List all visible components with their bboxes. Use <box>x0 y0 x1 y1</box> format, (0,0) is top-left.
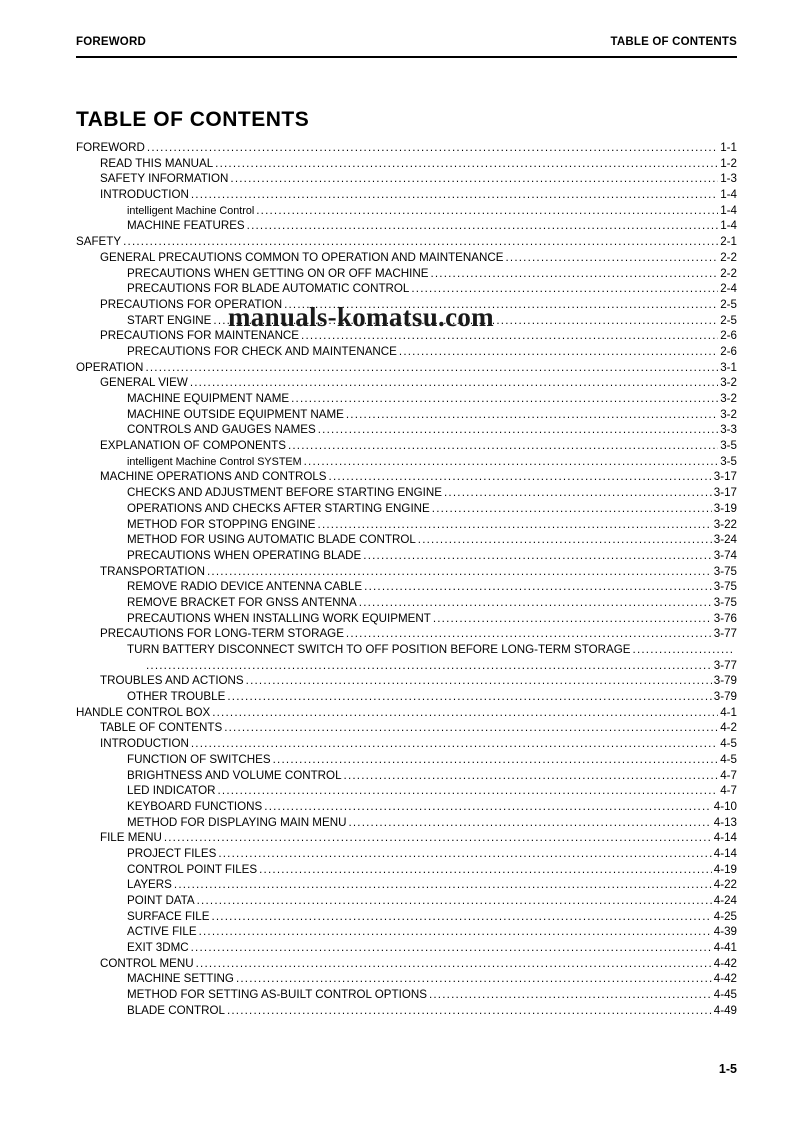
toc-entry-page: 3-75 <box>713 580 737 594</box>
toc-entry-label: REMOVE BRACKET FOR GNSS ANTENNA <box>127 595 357 609</box>
toc-entry-page: 3-17 <box>713 486 737 500</box>
toc-dot-leader <box>212 705 718 721</box>
toc-entry <box>76 611 737 627</box>
toc-entry-label: PRECAUTIONS WHEN INSTALLING WORK EQUIPMENT <box>127 611 431 625</box>
toc-entry-label: OPERATIONS AND CHECKS AFTER STARTING ENGINE <box>127 501 430 515</box>
toc-entry <box>76 768 737 784</box>
toc-entry-page: 2-6 <box>720 329 737 343</box>
toc-dot-leader <box>344 768 719 784</box>
toc-entry-page: 1-1 <box>720 141 737 154</box>
toc-dot-leader <box>191 187 718 203</box>
toc-dot-leader <box>264 799 712 815</box>
toc-entry-page: 3-5 <box>720 454 737 468</box>
toc-entry-page: 3-2 <box>720 407 737 421</box>
toc-dot-leader <box>429 987 712 1003</box>
toc-entry-label: SAFETY INFORMATION <box>100 172 229 186</box>
toc-entry <box>76 705 737 721</box>
toc-dot-leader <box>197 893 712 909</box>
toc-dot-leader <box>329 469 712 485</box>
toc-entry-page: 1-4 <box>720 203 737 217</box>
toc-entry <box>76 391 737 407</box>
page-title: TABLE OF CONTENTS <box>76 108 310 131</box>
toc-entry-label: EXIT 3DMC <box>127 941 189 955</box>
toc-entry-label: METHOD FOR DISPLAYING MAIN MENU <box>127 815 347 829</box>
toc-entry <box>76 548 737 564</box>
toc-dot-leader <box>217 783 718 799</box>
toc-entry-label: PRECAUTIONS FOR LONG-TERM STORAGE <box>100 627 344 641</box>
toc-dot-leader <box>348 815 711 831</box>
toc-dot-leader <box>174 877 712 893</box>
toc-entry-page: 1-2 <box>720 156 737 170</box>
toc-entry-page: 3-17 <box>713 470 737 484</box>
toc-entry <box>76 140 737 156</box>
toc-entry-label: FILE MENU <box>100 831 162 845</box>
toc-entry <box>76 266 737 282</box>
toc-entry <box>76 375 737 391</box>
toc-entry-page: 3-3 <box>720 423 737 437</box>
toc-entry-page: 3-75 <box>713 564 737 578</box>
toc-dot-leader <box>145 360 718 376</box>
toc-entry-page: 3-79 <box>713 690 737 704</box>
page-header <box>76 36 737 58</box>
toc-entry <box>76 501 737 517</box>
toc-dot-leader <box>256 203 718 219</box>
toc-entry <box>76 532 737 548</box>
toc-entry-page: 4-5 <box>720 752 737 766</box>
toc-entry <box>76 422 737 438</box>
toc-entry <box>76 987 737 1003</box>
toc-entry <box>76 469 737 485</box>
toc-entry-label: TRANSPORTATION <box>100 564 205 578</box>
toc-entry-page: 4-7 <box>720 768 737 782</box>
toc-dot-leader <box>224 720 718 736</box>
toc-entry-page: 3-79 <box>713 674 737 688</box>
toc-entry-page: 4-19 <box>713 862 737 876</box>
toc-dot-leader <box>291 391 718 407</box>
toc-dot-leader <box>147 140 718 156</box>
toc-dot-leader <box>247 218 719 234</box>
toc-entry-label: SURFACE FILE <box>127 909 210 923</box>
toc-dot-leader <box>211 909 711 925</box>
toc-entry <box>76 564 737 580</box>
toc-entry-page: 3-19 <box>713 501 737 515</box>
toc-entry <box>76 595 737 611</box>
toc-entry-page: 4-25 <box>713 909 737 923</box>
toc-entry-page: 4-14 <box>713 831 737 845</box>
toc-entry-page: 3-75 <box>713 595 737 609</box>
toc-entry <box>76 877 737 893</box>
toc-entry <box>76 956 737 972</box>
toc-dot-leader <box>399 344 718 360</box>
toc-entry-label: MACHINE SETTING <box>127 972 234 986</box>
toc-entry-label: HANDLE CONTROL BOX <box>76 705 211 719</box>
toc-dot-leader <box>246 673 712 689</box>
toc-entry <box>76 1003 737 1019</box>
toc-entry <box>76 642 737 658</box>
toc-entry-page: 4-42 <box>713 956 737 970</box>
toc-entry-page: 4-24 <box>713 894 737 907</box>
toc-entry-page: 1-3 <box>720 172 737 186</box>
toc-entry-page: 2-1 <box>720 235 737 249</box>
toc-entry-page: 3-2 <box>720 392 737 405</box>
toc-entry-label: CHECKS AND ADJUSTMENT BEFORE STARTING ENGINE <box>127 486 443 500</box>
toc-entry-label: FOREWORD <box>76 141 145 154</box>
toc-entry-page: 4-2 <box>720 721 737 735</box>
toc-entry-label: intelligent Machine Control <box>127 204 255 217</box>
toc-dot-leader <box>359 595 712 611</box>
toc-entry-label: READ THIS MANUAL <box>100 156 214 170</box>
toc-entry-label: START ENGINE <box>127 313 212 327</box>
toc-entry <box>76 485 737 501</box>
toc-entry-label: LED INDICATOR <box>127 784 216 798</box>
toc-dot-leader <box>505 250 718 266</box>
toc-dot-leader <box>207 564 712 580</box>
toc-dot-leader <box>259 862 712 878</box>
toc-entry-page: 3-76 <box>713 611 737 625</box>
toc-entry-page: 3-22 <box>713 517 737 531</box>
toc-entry-page: 4-45 <box>713 988 737 1002</box>
toc-dot-leader <box>633 642 735 658</box>
toc-entry-label: BLADE CONTROL <box>127 1003 225 1017</box>
toc-dot-leader <box>218 846 711 862</box>
toc-entry-page: 2-5 <box>720 313 737 327</box>
toc-entry <box>76 218 737 234</box>
toc-entry-label: GENERAL VIEW <box>100 376 188 390</box>
toc-entry-page: 3-77 <box>713 627 737 641</box>
watermark: manuals-komatsu.com <box>228 302 494 332</box>
toc-dot-leader <box>418 532 712 548</box>
toc-entry-label: BRIGHTNESS AND VOLUME CONTROL <box>127 768 342 782</box>
toc-entry <box>76 940 737 956</box>
toc-dot-leader <box>191 940 712 956</box>
toc-entry-label: PRECAUTIONS FOR BLADE AUTOMATIC CONTROL <box>127 282 410 296</box>
toc-entry-page: 4-10 <box>713 799 737 813</box>
toc-entry-page: 4-7 <box>720 784 737 798</box>
toc-entry-page: 1-4 <box>720 219 737 233</box>
toc-dot-leader <box>146 658 712 674</box>
toc-entry <box>76 407 737 423</box>
toc-entry-label: intelligent Machine Control SYSTEM <box>127 455 302 468</box>
toc-entry-label: METHOD FOR STOPPING ENGINE <box>127 517 316 531</box>
toc-entry-page: 4-42 <box>713 972 737 986</box>
toc-dot-leader <box>164 830 712 846</box>
toc-dot-leader <box>230 171 718 187</box>
toc-entry <box>76 971 737 987</box>
header-right-label: TABLE OF CONTENTS <box>610 36 737 48</box>
toc-dot-leader <box>364 579 712 595</box>
toc-entry <box>76 893 737 909</box>
toc-entry-label: CONTROLS AND GAUGES NAMES <box>127 423 316 437</box>
toc-entry-label: OTHER TROUBLE <box>127 690 226 704</box>
toc-entry-label: INTRODUCTION <box>100 737 189 751</box>
toc-entry <box>76 799 737 815</box>
toc-entry-page: 4-5 <box>720 737 737 751</box>
toc-entry-page: 3-24 <box>713 533 737 547</box>
toc-dot-leader <box>227 689 711 705</box>
toc-entry-page: 1-4 <box>720 188 737 202</box>
toc-entry <box>76 752 737 768</box>
toc-entry-label: INTRODUCTION <box>100 188 189 202</box>
toc-entry <box>76 438 737 454</box>
toc-entry-label: PRECAUTIONS FOR MAINTENANCE <box>100 329 300 343</box>
toc-entry <box>76 234 737 250</box>
toc-entry <box>76 454 737 470</box>
toc-entry <box>76 673 737 689</box>
toc-entry-page: 3-77 <box>713 658 737 672</box>
toc-entry-page: 4-13 <box>713 815 737 829</box>
toc-entry-label: MACHINE OUTSIDE EQUIPMENT NAME <box>127 407 344 421</box>
toc-entry <box>76 736 737 752</box>
header-left-label: FOREWORD <box>76 36 146 48</box>
toc-entry <box>76 360 737 376</box>
footer-page-number: 1-5 <box>718 1062 737 1076</box>
toc-entry <box>76 846 737 862</box>
toc-entry-label: PRECAUTIONS WHEN OPERATING BLADE <box>127 548 362 562</box>
toc-dot-leader <box>190 375 718 391</box>
toc-dot-leader <box>199 924 712 940</box>
toc-entry-page: 4-14 <box>713 846 737 860</box>
toc-entry-label: TROUBLES AND ACTIONS <box>100 674 244 688</box>
toc-entry-label: SAFETY <box>76 235 122 249</box>
toc-dot-leader <box>430 266 718 282</box>
toc-entry-page: 4-1 <box>720 705 737 719</box>
toc-entry-label: PRECAUTIONS FOR OPERATION <box>100 297 283 311</box>
toc-entry-label: PRECAUTIONS FOR CHECK AND MAINTENANCE <box>127 344 397 358</box>
toc-entry-label: KEYBOARD FUNCTIONS <box>127 799 263 813</box>
toc-dot-leader <box>304 454 719 470</box>
toc-entry-label: MACHINE OPERATIONS AND CONTROLS <box>100 470 327 484</box>
toc-dot-leader <box>236 971 712 987</box>
toc-entry <box>76 517 737 533</box>
toc-entry-label: CONTROL POINT FILES <box>127 862 258 876</box>
toc-entry-page: 4-22 <box>713 878 737 892</box>
toc-dot-leader <box>196 956 712 972</box>
toc-entry <box>76 862 737 878</box>
toc-entry <box>76 156 737 172</box>
toc-entry <box>76 830 737 846</box>
toc-entry <box>76 783 737 799</box>
toc-entry-page: 2-2 <box>720 266 737 280</box>
toc-entry-label: ACTIVE FILE <box>127 925 197 939</box>
toc-entry-label: MACHINE EQUIPMENT NAME <box>127 392 290 405</box>
toc-entry-page: 3-1 <box>720 360 737 374</box>
toc-dot-leader <box>227 1003 712 1019</box>
toc-entry-label: FUNCTION OF SWITCHES <box>127 752 271 766</box>
toc-entry <box>76 815 737 831</box>
toc-dot-leader <box>411 281 718 297</box>
toc-dot-leader <box>273 752 719 768</box>
toc-entry-label: MACHINE FEATURES <box>127 219 245 233</box>
toc-dot-leader <box>123 234 718 250</box>
toc-entry <box>76 250 737 266</box>
toc-dot-leader <box>346 626 712 642</box>
toc-entry-label: OPERATION <box>76 360 144 374</box>
toc-dot-leader <box>191 736 718 752</box>
toc-dot-leader <box>444 485 712 501</box>
toc-entry-page: 2-6 <box>720 344 737 358</box>
toc-entry <box>76 909 737 925</box>
toc-entry-label: METHOD FOR SETTING AS-BUILT CONTROL OPTIONS <box>127 988 427 1002</box>
toc-entry-page: 3-5 <box>720 439 737 453</box>
toc-entry-label: METHOD FOR USING AUTOMATIC BLADE CONTROL <box>127 533 416 547</box>
toc-entry-label: GENERAL PRECAUTIONS COMMON TO OPERATION AND MAINTENANCE <box>100 250 504 264</box>
toc-entry-page: 4-39 <box>713 925 737 939</box>
toc-entry-page: 3-2 <box>720 376 737 390</box>
toc-entry <box>76 203 737 219</box>
toc-entry-label: PROJECT FILES <box>127 846 217 860</box>
toc-entry-page: 2-4 <box>720 282 737 296</box>
toc-entry-page: 4-41 <box>713 941 737 955</box>
toc-dot-leader <box>432 501 712 517</box>
toc-dot-leader <box>363 548 712 564</box>
toc-entry <box>76 658 737 674</box>
toc-entry <box>76 579 737 595</box>
toc-dot-leader <box>318 422 718 438</box>
toc-entry-page: 2-5 <box>720 297 737 311</box>
toc-entry-label: REMOVE RADIO DEVICE ANTENNA CABLE <box>127 580 363 594</box>
toc-entry <box>76 924 737 940</box>
toc-entry-label: TABLE OF CONTENTS <box>100 721 223 735</box>
toc-list <box>76 140 737 1019</box>
toc-entry-label: LAYERS <box>127 878 172 892</box>
toc-entry <box>76 626 737 642</box>
toc-dot-leader <box>346 407 718 423</box>
toc-entry <box>76 281 737 297</box>
toc-dot-leader <box>288 438 718 454</box>
toc-entry-label: POINT DATA <box>127 894 195 907</box>
toc-entry <box>76 720 737 736</box>
toc-entry <box>76 689 737 705</box>
toc-entry-label: PRECAUTIONS WHEN GETTING ON OR OFF MACHINE <box>127 266 429 280</box>
toc-entry-page: 4-49 <box>713 1003 737 1017</box>
toc-entry-label: CONTROL MENU <box>100 956 194 970</box>
toc-entry-page: 3-74 <box>713 548 737 562</box>
toc-dot-leader <box>318 517 712 533</box>
toc-entry-label: TURN BATTERY DISCONNECT SWITCH TO OFF POSITION BEFORE LONG-TERM STORAGE <box>127 643 631 656</box>
toc-entry-label: EXPLANATION OF COMPONENTS <box>100 439 286 453</box>
toc-entry <box>76 171 737 187</box>
toc-dot-leader <box>433 611 712 627</box>
toc-dot-leader <box>215 156 718 172</box>
toc-entry-page: 2-2 <box>720 250 737 264</box>
toc-entry <box>76 187 737 203</box>
toc-entry <box>76 344 737 360</box>
